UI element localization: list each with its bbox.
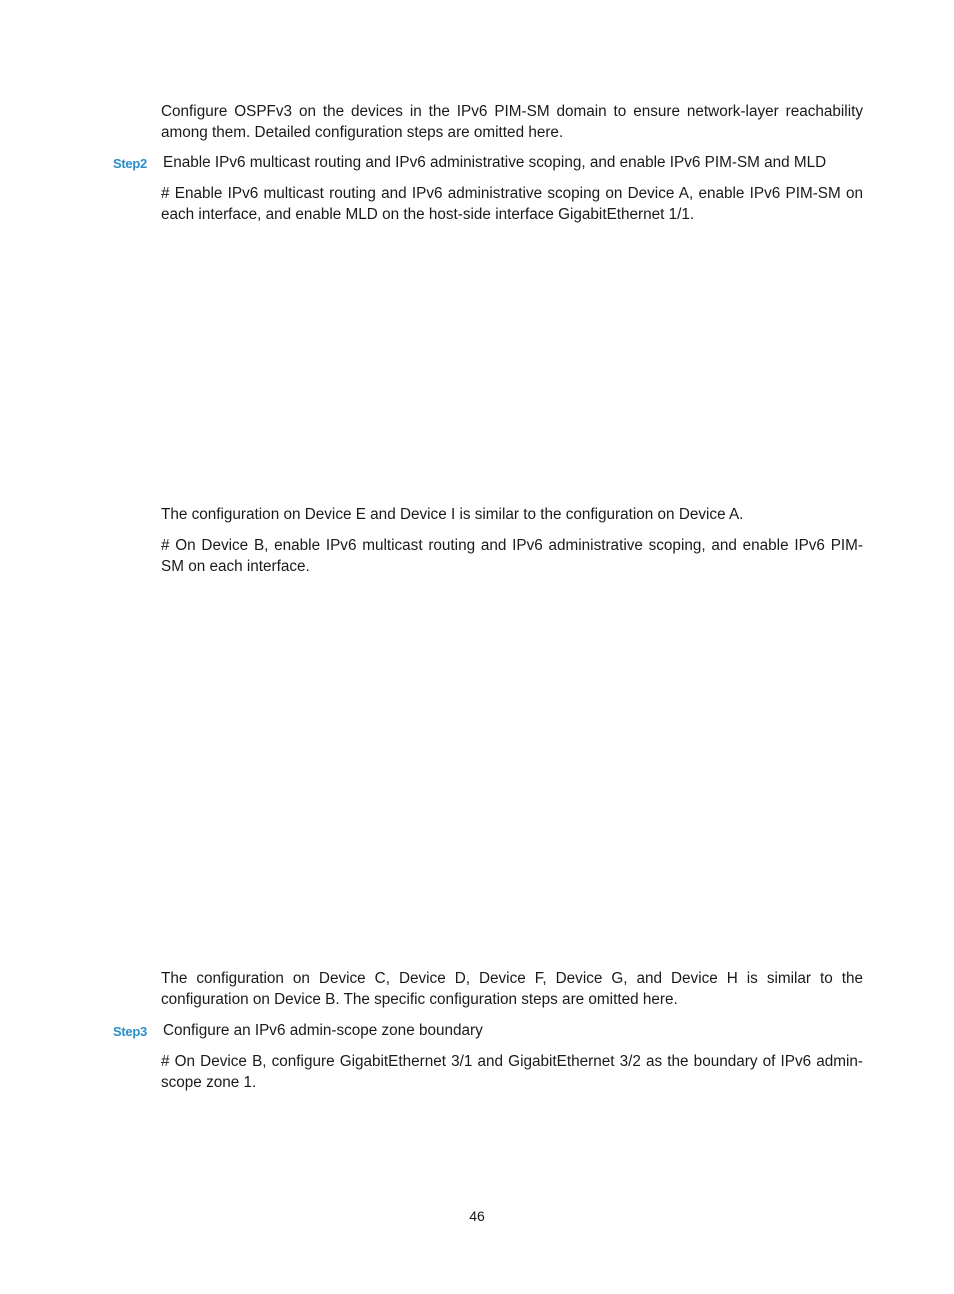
step-2-text: Enable IPv6 multicast routing and IPv6 administrative scoping, and enable IPv6 PIM-SM and MLD — [163, 154, 827, 171]
paragraph-ospfv3: Configure OSPFv3 on the devices in the IPv6 PIM-SM domain to ensure network-layer reachability among them. Detailed configuration steps are omitted here. — [161, 103, 863, 141]
step-3-text: Configure an IPv6 admin-scope zone boundary — [163, 1022, 483, 1039]
paragraph-device-c-h: The configuration on Device C, Device D, Device F, Device G, and Device H is similar to the configuration on Device B. The specific configuration steps are omitted here. — [161, 970, 863, 1008]
paragraph-boundary: # On Device B, configure GigabitEthernet 3/1 and GigabitEthernet 3/2 as the boundary of IPv6 admin-scope zone 1. — [161, 1053, 863, 1091]
page-number: 46 — [469, 1208, 485, 1224]
paragraph-device-a: # Enable IPv6 multicast routing and IPv6 administrative scoping on Device A, enable IPv6 PIM-SM on each interface, and enable MLD on the host-side interface GigabitEthernet 1/1. — [161, 185, 863, 223]
paragraph-device-e-i: The configuration on Device E and Device I is similar to the configuration on Device A. — [161, 506, 744, 523]
step-3-label: Step3 — [113, 1024, 147, 1039]
paragraph-device-b: # On Device B, enable IPv6 multicast routing and IPv6 administrative scoping, and enable IPv6 PIM-SM on each interface. — [161, 537, 863, 575]
step-2-label: Step2 — [113, 156, 147, 171]
